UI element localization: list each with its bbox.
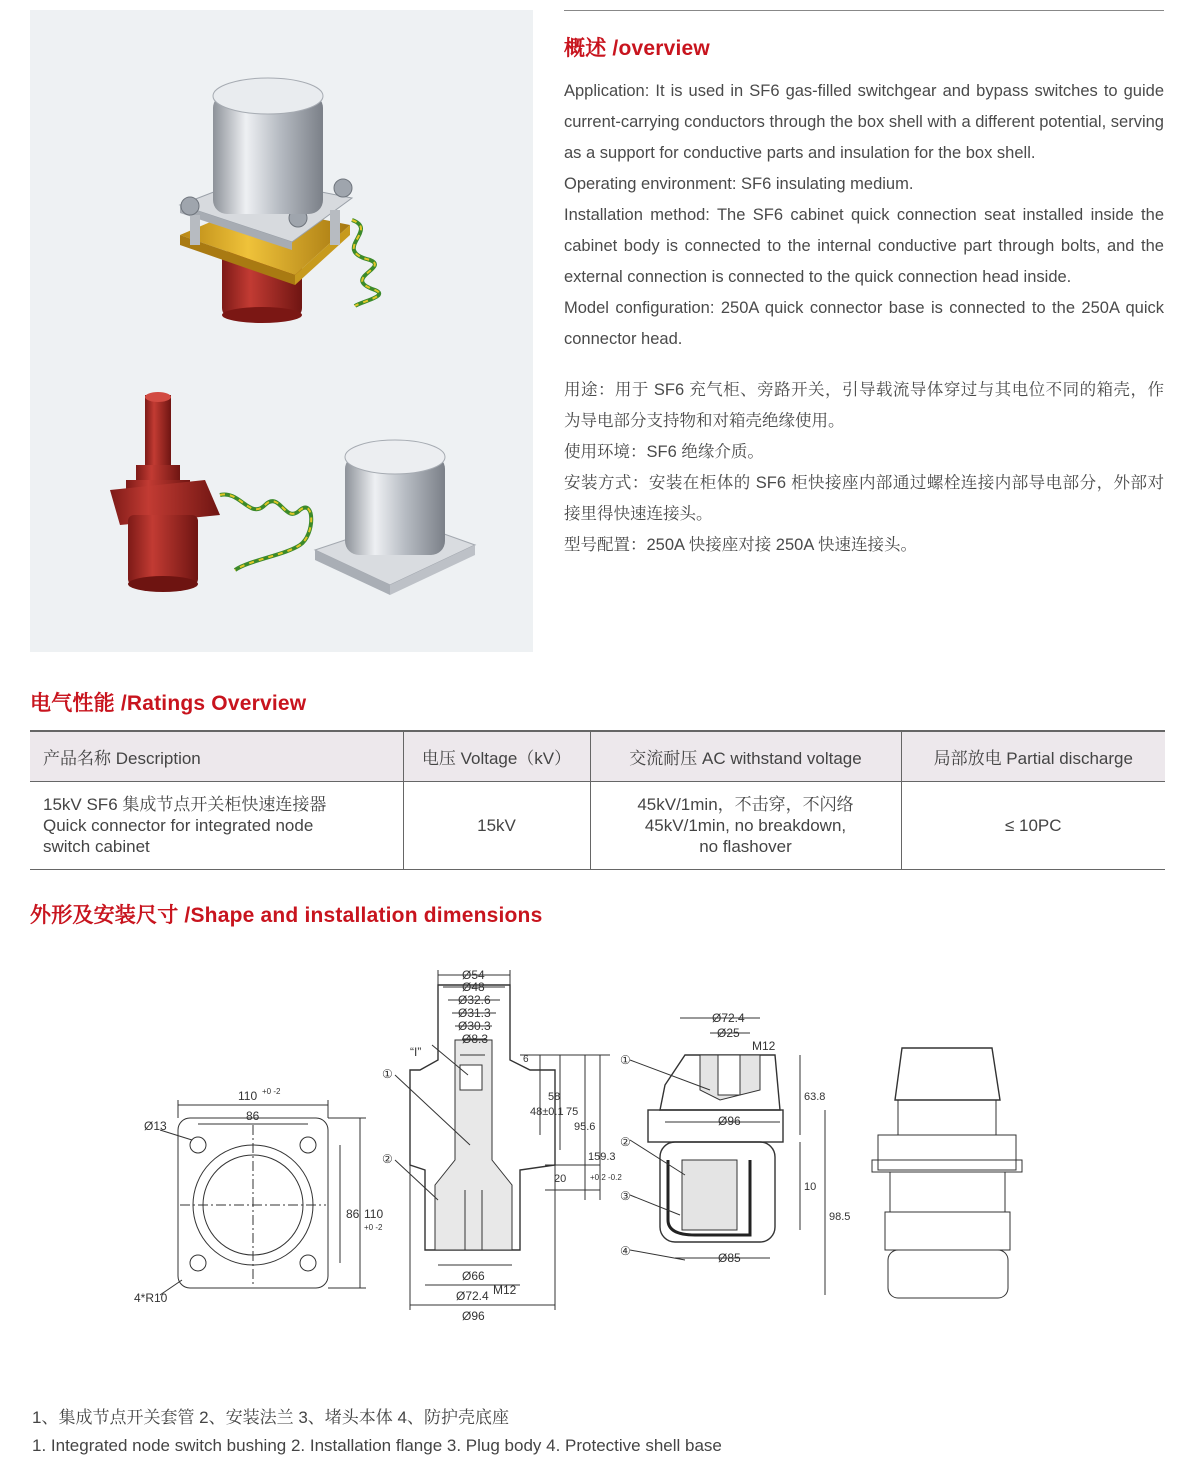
application-text: Application: It is used in SF6 gas-filled switchgear and bypass switches to guide current-carrying conductors through the box shell with a different potential, serving as a support for conductive parts and insulation for the box shell. <box>564 82 1164 162</box>
flange-width-label: 110 <box>238 1089 258 1103</box>
aluminium-head <box>315 440 475 595</box>
table-row <box>30 781 1165 869</box>
environment-text-cn: 使用环境：SF6 绝缘介质。 <box>564 443 764 461</box>
ratings-table <box>30 730 1165 870</box>
svg-text:③: ③ <box>620 1189 631 1203</box>
top-divider <box>564 10 1164 11</box>
svg-text:Ø66: Ø66 <box>462 1269 485 1283</box>
svg-text:①: ① <box>620 1053 631 1067</box>
overview-chinese <box>564 375 1164 561</box>
svg-text:Ø54: Ø54 <box>462 968 485 982</box>
red-bushing <box>110 392 311 592</box>
svg-text:159.3: 159.3 <box>588 1151 616 1163</box>
table-header-row <box>30 731 1165 781</box>
svg-text:58: 58 <box>548 1091 561 1103</box>
svg-text:④: ④ <box>620 1244 631 1258</box>
overview-section <box>564 10 1164 561</box>
svg-text:Ø85: Ø85 <box>718 1251 741 1265</box>
header-description: 产品名称 Description <box>30 731 403 781</box>
header-voltage: 电压 Voltage（kV） <box>403 731 590 781</box>
overview-english <box>564 76 1164 355</box>
svg-text:+0.2 -0.2: +0.2 -0.2 <box>590 1173 622 1182</box>
svg-text:①: ① <box>382 1067 393 1081</box>
flange-height-outer: 110 <box>364 1207 384 1221</box>
product-photo <box>30 10 533 652</box>
svg-text:M12: M12 <box>752 1039 776 1053</box>
cell-voltage: 15kV <box>403 781 590 869</box>
cell-description: 15kV SF6 集成节点开关柜快速连接器 Quick connector for integrated node switch cabinet <box>30 781 403 869</box>
svg-text:“I”: “I” <box>410 1045 422 1059</box>
svg-text:Ø32.6: Ø32.6 <box>458 993 491 1007</box>
header-withstand: 交流耐压 AC withstand voltage <box>590 731 901 781</box>
overview-title: 概述 /overview <box>564 37 710 60</box>
flange-hole-label: Ø13 <box>144 1119 167 1133</box>
model-text: Model configuration: 250A quick connector base is connected to the 250A quick connector head. <box>564 299 1164 348</box>
ratings-title: 电气性能 /Ratings Overview <box>30 692 307 715</box>
svg-text:98.5: 98.5 <box>829 1211 851 1223</box>
svg-text:20: 20 <box>554 1173 567 1185</box>
svg-text:M12: M12 <box>493 1283 517 1297</box>
svg-text:63.8: 63.8 <box>804 1091 826 1103</box>
svg-text:Ø72.4: Ø72.4 <box>456 1289 489 1303</box>
svg-text:Ø72.4: Ø72.4 <box>712 1011 745 1025</box>
flange-width-tol: +0 -2 <box>262 1087 281 1096</box>
svg-text:②: ② <box>382 1152 393 1166</box>
svg-text:Ø8.3: Ø8.3 <box>462 1032 489 1046</box>
svg-text:Ø96: Ø96 <box>462 1309 485 1323</box>
svg-text:95.6: 95.6 <box>574 1121 596 1133</box>
assembled-connector <box>180 78 379 323</box>
flange-pitch-label: 86 <box>246 1109 260 1123</box>
svg-text:Ø30.3: Ø30.3 <box>458 1019 491 1033</box>
flange-corner-label: 4*R10 <box>134 1291 168 1305</box>
flange-top-view <box>160 1100 366 1295</box>
svg-text:75: 75 <box>566 1106 579 1118</box>
model-text-cn: 型号配置：250A 快接座对接 250A 快速连接头。 <box>564 536 918 554</box>
bushing-section <box>395 970 610 1310</box>
dimension-drawing <box>120 960 1040 1360</box>
svg-text:48±0.1: 48±0.1 <box>530 1106 564 1118</box>
header-discharge: 局部放电 Partial discharge <box>901 731 1165 781</box>
svg-text:②: ② <box>620 1135 631 1149</box>
svg-text:Ø31.3: Ø31.3 <box>458 1006 491 1020</box>
cell-discharge: ≤ 10PC <box>901 781 1165 869</box>
svg-text:Ø25: Ø25 <box>717 1026 740 1040</box>
cell-withstand: 45kV/1min，不击穿，不闪络 45kV/1min, no breakdown, no flashover <box>590 781 901 869</box>
svg-text:Ø96: Ø96 <box>718 1114 741 1128</box>
product-illustration <box>30 10 533 652</box>
application-text-cn: 用途：用于 SF6 充气柜、旁路开关，引导载流导体穿过与其电位不同的箱壳，作为导电部分支持物和对箱壳绝缘使用。 <box>564 381 1164 430</box>
environment-text: Operating environment: SF6 insulating medium. <box>564 175 914 193</box>
installation-text: Installation method: The SF6 cabinet quick connection seat installed inside the cabinet body is connected to the internal conductive part through bolts, and the external connection is connected to the quick connection head inside. <box>564 206 1164 286</box>
dimensions-title: 外形及安装尺寸 /Shape and installation dimensions <box>30 904 543 927</box>
installation-text-cn: 安装方式：安装在柜体的 SF6 柜快接座内部通过螺栓连接内部导电部分，外部对接里得快速连接头。 <box>564 474 1164 523</box>
flange-height-tol: +0 -2 <box>364 1223 383 1232</box>
svg-text:10: 10 <box>804 1181 817 1193</box>
flange-height-pitch: 86 <box>346 1207 360 1221</box>
svg-text:6: 6 <box>523 1054 529 1065</box>
svg-text:Ø48: Ø48 <box>462 980 485 994</box>
external-view <box>872 1048 1022 1298</box>
parts-legend-cn: 1、集成节点开关套管 2、安装法兰 3、堵头本体 4、防护壳底座 <box>32 1408 509 1427</box>
parts-legend-en: 1. Integrated node switch bushing 2. Installation flange 3. Plug body 4. Protective shell base <box>32 1436 722 1455</box>
